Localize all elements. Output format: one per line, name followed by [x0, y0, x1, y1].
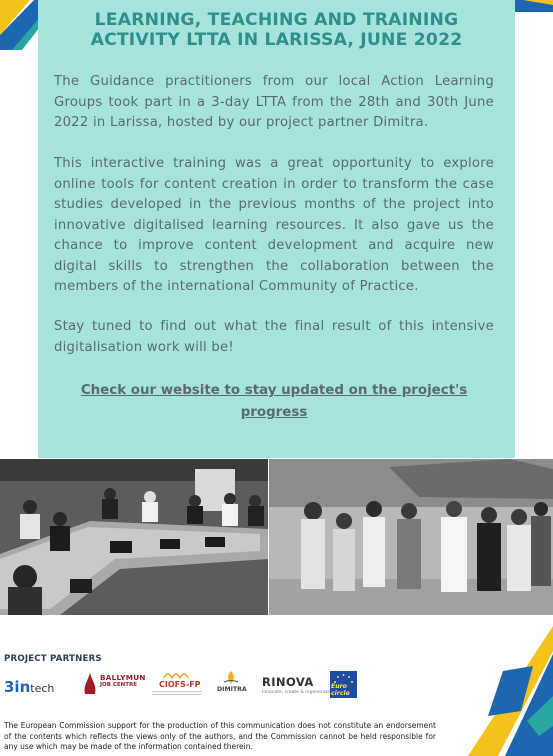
photo-group-outdoors: [269, 459, 553, 615]
ballymun-sub: JOB CENTRE: [100, 682, 137, 688]
3intech-logo: [4, 678, 54, 696]
ballymun-logo: [83, 670, 146, 700]
article-title: [38, 10, 515, 50]
rinova-sub: Innovate, create & regenerate: [262, 690, 331, 695]
meeting-room-image: [0, 459, 268, 615]
paragraph-intro: The Guidance practitioners from our local Action Learning Groups took part in a 3-day LTTA from the 28th and 30th June 2022 in Larissa, hosted by our project partner Dimitra.: [54, 74, 494, 130]
title-line-1: LEARNING, TEACHING AND TRAINING: [94, 10, 459, 30]
ballymun-mark-icon: [83, 670, 97, 696]
website-link[interactable]: [54, 380, 494, 424]
eurocircle-logo: [330, 671, 357, 698]
disclaimer-text: The European Commission support for the production of this communication does not constitute an endorsement of the contents which reflects the views only of the authors, and the Commission cannot be held responsible for any use which may be made of the information contained therein.: [4, 721, 436, 751]
group-outdoors-image: [269, 459, 553, 615]
ballymun-name: BALLYMUN: [100, 673, 146, 682]
3intech-logo-part2: tech: [30, 682, 55, 695]
paragraph-training: This interactive training was a great opportunity to explore online tools for content creation in order to transform the case studies developed in the previous months of the project into innovative digitalised learning resources. It also gave us the chance to improve content development and acquire new digital skills to strengthen the collaboration between the members of the international Community of Practice.: [54, 156, 494, 294]
website-link-line-2: progress: [240, 405, 308, 420]
dimitra-name: DIMITRA: [217, 686, 247, 693]
ciofs-mark-icon: [162, 670, 192, 679]
article-panel: [38, 0, 515, 458]
ciofs-logo: [152, 670, 202, 698]
ciofs-underline: [152, 691, 202, 695]
corner-decoration-bottom-right: [443, 626, 553, 756]
rinova-logo: [262, 675, 330, 695]
ciofs-name: CIOFS-FP: [159, 680, 201, 689]
title-line-2: ACTIVITY LTTA IN LARISSA, JUNE 2022: [90, 30, 463, 50]
dimitra-logo: [217, 670, 245, 698]
partners-label: PROJECT PARTNERS: [4, 654, 102, 664]
paragraph-stay-tuned: Stay tuned to find out what the final result of this intensive digitalisation work will be!: [54, 319, 494, 355]
website-link-line-1: Check our website to stay updated on the project's: [80, 383, 468, 398]
eurocircle-name: Euro circle: [331, 683, 350, 697]
dimitra-mark-icon: [223, 670, 239, 685]
rinova-name: RINOVA: [262, 675, 314, 689]
photo-meeting-room: [0, 459, 268, 615]
3intech-logo-part1: 3in: [4, 678, 31, 696]
